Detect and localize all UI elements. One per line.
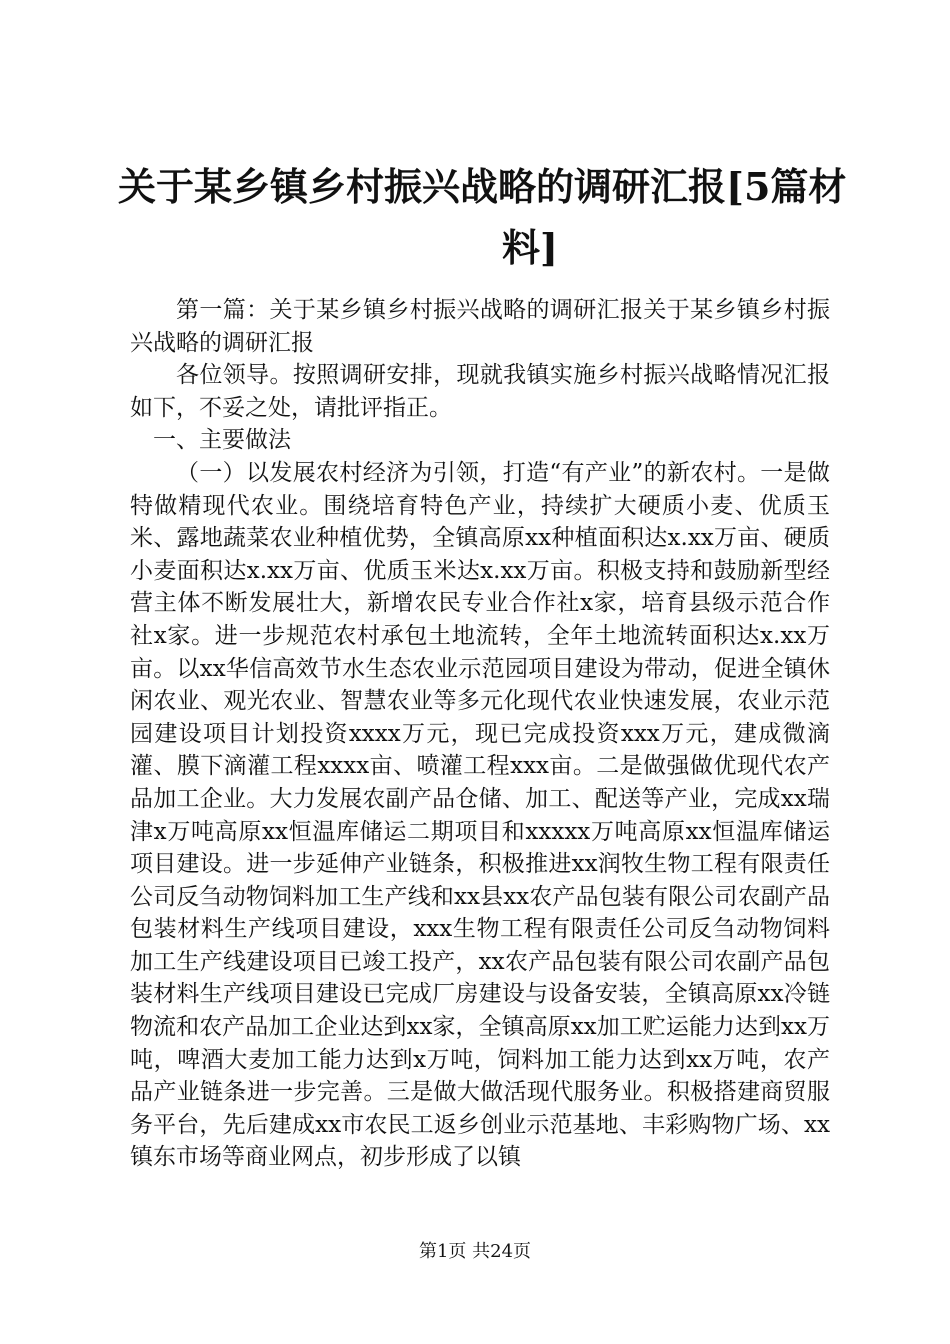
page-number-footer: 第1页 共24页 [418,1241,532,1262]
title-line-2: 料] [502,225,558,270]
paragraph-main-practices: （一）以发展农村经济为引领，打造“有产业”的新农村。一是做特做精现代农业。围绕培育特色产业，持续扩大硬质小麦、优质玉米、露地蔬菜农业种植优势，全镇高原xx种植面积达x.xx万亩、硬质小麦面积达x.xx万亩、优质玉米达x.xx万亩。积极支持和鼓励新型经营主体不断发展壮大，新增农民专业合作社x家，培育县级示范合作社x家。进一步规范农村承包土地流转，全年土地流转面积达x.xx万亩。以xx华信高效节水生态农业示范园项目建设为带动，促进全镇休闲农业、观光农业、智慧农业等多元化现代农业快速发展，农业示范园建设项目计划投资xxxx万元，现已完成投资xxx万元，建成微滴灌、膜下滴灌工程xxxx亩、喷灌工程xxx亩。二是做强做优现代农产品加工企业。大力发展农副产品仓储、加工、配送等产业，完成xx瑞津x万吨高原xx恒温库储运二期项目和xxxxx万吨高原xx恒温库储运项目建设。进一步延伸产业链条，积极推进xx润牧生物工程有限责任公司反刍动物饲料加工生产线和xx县xx农产品包装有限公司农副产品包装材料生产线项目建设，xxx生物工程有限责任公司反刍动物饲料加工生产线建设项目已竣工投产，xx农产品包装有限公司农副产品包装材料生产线项目建设已完成厂房建设与设备安装，全镇高原xx冷链物流和农产品加工企业达到xx家，全镇高原xx加工贮运能力达到xx万吨，啤酒大麦加工能力达到x万吨，饲料加工能力达到xx万吨，农产品产业链条进一步完善。三是做大做活现代服务业。积极搭建商贸服务平台，先后建成xx市农民工返乡创业示范基地、丰彩购物广场、xx镇东市场等商业网点，初步形成了以镇 [130,459,830,1171]
document-title [118,156,847,278]
section-heading: 一、主要做法 [153,427,291,454]
paragraph-greeting: 各位领导。按照调研安排，现就我镇实施乡村振兴战略情况汇报如下，不妥之处，请批评指正。 [130,362,830,421]
title-line-1: 关于某乡镇乡村振兴战略的调研汇报[5篇材 [118,164,847,209]
paragraph-chapter-heading: 第一篇：关于某乡镇乡村振兴战略的调研汇报关于某乡镇乡村振兴战略的调研汇报 [130,297,830,356]
document-body [130,294,830,1174]
